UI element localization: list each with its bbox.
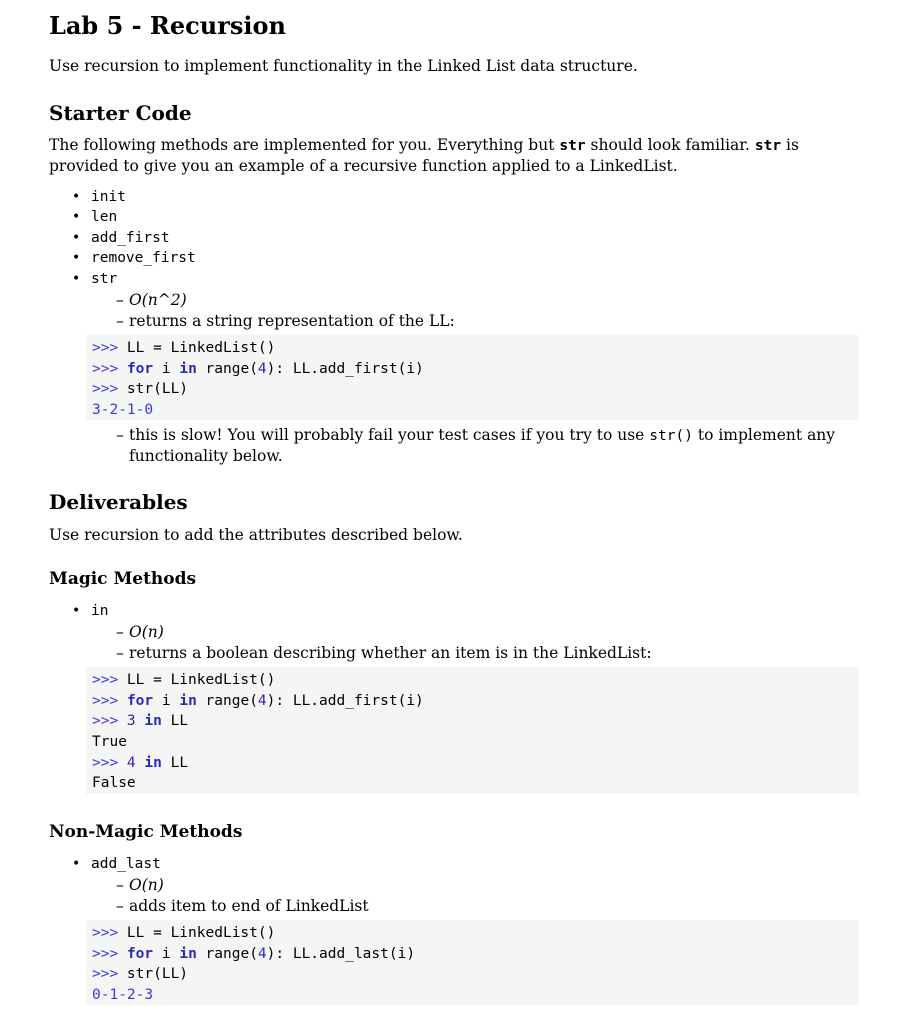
method-init: init	[91, 189, 126, 205]
code-line: >>> LL = LinkedList()	[92, 672, 276, 688]
code-line: >>> for i in range(4): LL.add_last(i)	[92, 945, 416, 962]
method-in: in	[91, 603, 109, 619]
deliverables-paragraph: Use recursion to add the attributes described below.	[49, 526, 463, 544]
code-block-add-last-example	[86, 920, 859, 1005]
list-bullet: •	[72, 230, 81, 246]
in-complexity: O(n)	[129, 623, 164, 641]
sub-dash: –	[116, 426, 124, 444]
add-last-description: adds item to end of LinkedList	[129, 897, 369, 915]
code-line: >>> LL = LinkedList()	[92, 340, 276, 356]
method-remove-first: remove_first	[91, 250, 196, 266]
starter-code-paragraph: The following methods are implemented for you. Everything but str should look familiar. str is provided to give you an example of a recursive function applied to a LinkedList.	[49, 136, 799, 175]
method-str: str	[91, 271, 118, 287]
code-line: >>> LL = LinkedList()	[92, 925, 276, 941]
sub-dash: –	[116, 312, 124, 330]
list-bullet: •	[72, 271, 81, 287]
non-magic-methods-heading: Non-Magic Methods	[49, 822, 243, 842]
sub-dash: –	[116, 897, 124, 915]
starter-code-heading: Starter Code	[49, 101, 192, 125]
list-bullet: •	[72, 603, 81, 619]
code-line: >>> 3 in LL	[92, 713, 189, 730]
code-line: >>> for i in range(4): LL.add_first(i)	[92, 692, 424, 709]
code-line: >>> 4 in LL	[92, 754, 189, 771]
code-output: 0-1-2-3	[92, 987, 154, 1004]
list-bullet: •	[72, 250, 81, 266]
add-last-complexity: O(n)	[129, 876, 164, 894]
list-bullet: •	[72, 856, 81, 872]
code-output: False	[92, 775, 136, 792]
sub-dash: –	[116, 623, 124, 641]
code-output: True	[92, 734, 127, 751]
str-complexity: O(n^2)	[129, 291, 187, 309]
code-output: 3-2-1-0	[92, 402, 154, 419]
magic-methods-heading: Magic Methods	[49, 569, 197, 589]
deliverables-heading: Deliverables	[49, 490, 188, 514]
intro-paragraph: Use recursion to implement functionality in the Linked List data structure.	[49, 57, 638, 75]
code-block-str-example	[86, 335, 859, 420]
code-line: >>> str(LL)	[92, 966, 189, 983]
method-add-first: add_first	[91, 230, 170, 246]
code-line: >>> for i in range(4): LL.add_first(i)	[92, 360, 424, 377]
in-description: returns a boolean describing whether an item is in the LinkedList:	[129, 644, 652, 662]
code-line: >>> str(LL)	[92, 381, 189, 398]
sub-dash: –	[116, 291, 124, 309]
str-description: returns a string representation of the LL:	[129, 312, 455, 330]
page-title: Lab 5 - Recursion	[49, 11, 286, 40]
sub-dash: –	[116, 644, 124, 662]
list-bullet: •	[72, 189, 81, 205]
list-bullet: •	[72, 209, 81, 225]
sub-dash: –	[116, 876, 124, 894]
str-warning: this is slow! You will probably fail your test cases if you try to use str() to implement any functionality below.	[129, 426, 836, 465]
code-block-in-example	[86, 667, 859, 794]
method-add-last: add_last	[91, 856, 161, 872]
method-len: len	[91, 209, 118, 225]
